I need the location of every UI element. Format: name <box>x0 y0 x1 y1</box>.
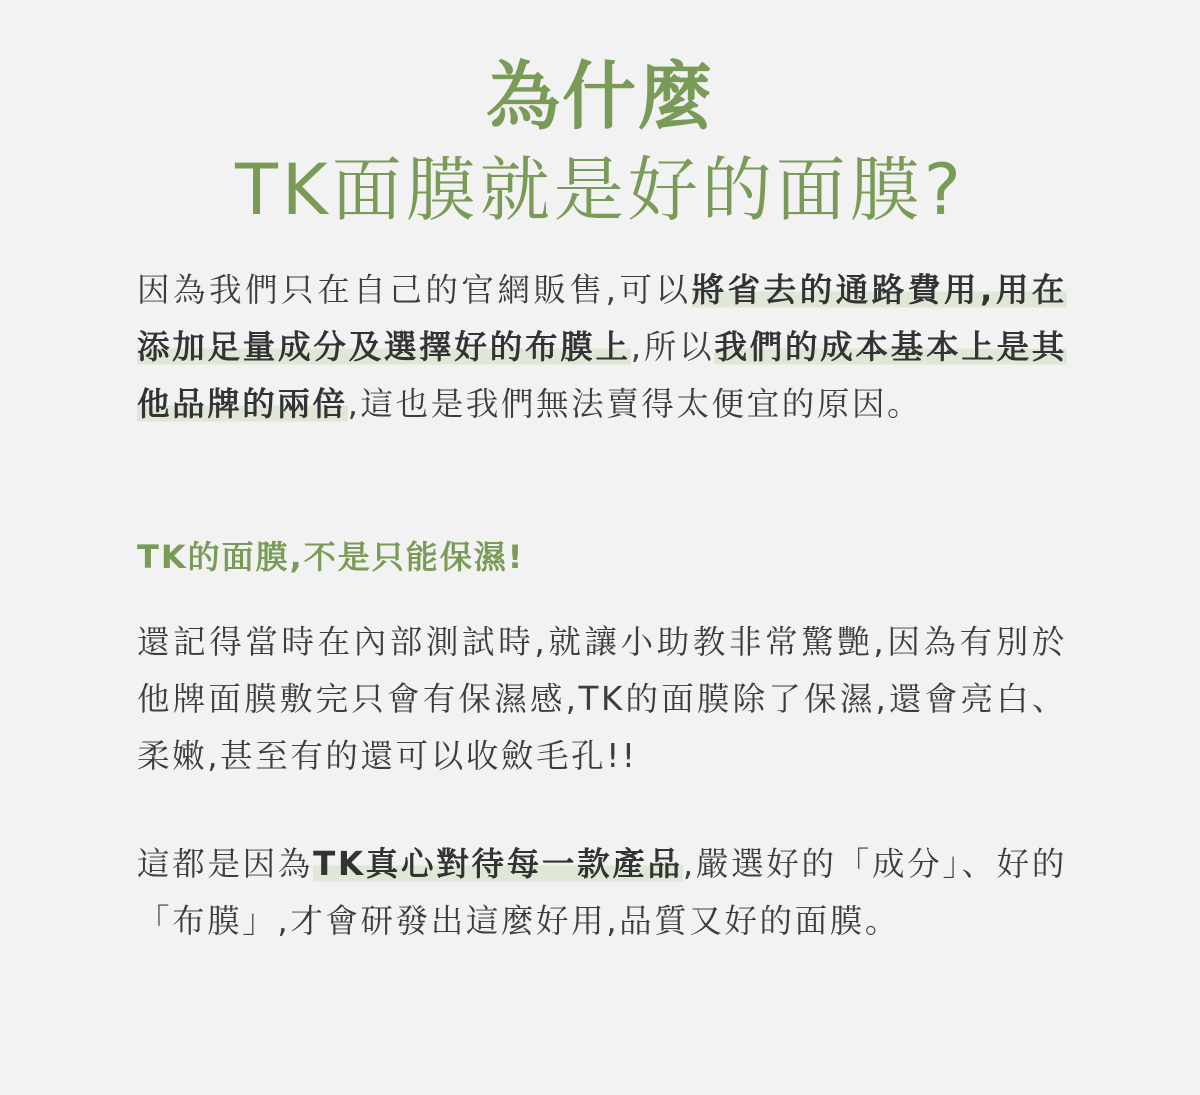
intro-paragraph <box>137 262 1067 433</box>
testing-paragraph: 還記得當時在內部測試時,就讓小助教非常驚艷,因為有別於他牌面膜敷完只會有保濕感,TK的面膜除了保濕,還會亮白、柔嫩,甚至有的還可以收斂毛孔!! <box>137 623 1067 775</box>
intro-highlight-1: 將省去的通路費用,用在添加足量成分及選擇好的布膜上 <box>137 271 1067 366</box>
closing-highlight: TK真心對待每一款產品 <box>313 845 683 883</box>
closing-text-2: ,嚴選好的「成分」、好的「布膜」,才會研發出這麼好用,品質又好的面膜。 <box>137 845 1067 940</box>
page-title-line-2: TK面膜就是好的面膜? <box>235 149 965 231</box>
closing-text-1: 這都是因為 <box>137 845 314 883</box>
intro-text-3: ,這也是我們無法賣得太便宜的原因。 <box>347 385 923 423</box>
section-subheading: TK的面膜,不是只能保濕! <box>137 538 525 576</box>
page-title-line-1: 為什麼 <box>486 54 714 140</box>
intro-text-2: ,所以 <box>630 328 715 366</box>
intro-highlight-2: 我們的成本基本上是其他品牌的兩倍 <box>137 328 1067 423</box>
closing-paragraph <box>137 836 1067 950</box>
intro-text-1: 因為我們只在自己的官網販售,可以 <box>137 271 692 309</box>
